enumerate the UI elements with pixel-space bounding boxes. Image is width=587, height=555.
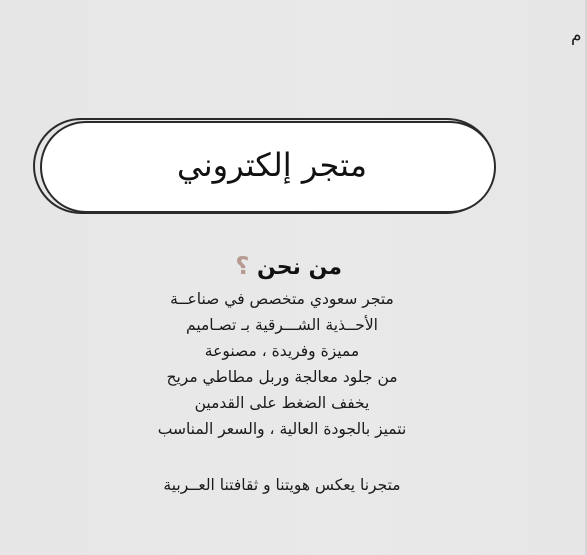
about-line: الأحــذية الشـــرقية بـ تصـاميم <box>186 316 378 334</box>
about-description <box>148 286 416 442</box>
about-line: من جلود معالجة وربل مطاطي مريح <box>166 368 398 386</box>
about-line: نتميز بالجودة العالية ، والسعر المناسب <box>157 420 407 438</box>
about-heading-text: من نحن <box>257 255 342 280</box>
about-line: يخفف الضغط على القدمين <box>194 394 370 412</box>
about-line: متجر سعودي متخصص في صناعــة <box>170 290 394 308</box>
about-line: مميزة وفريدة ، مصنوعة <box>204 342 360 360</box>
title-pill <box>40 121 496 213</box>
page-title: متجر إلكتروني <box>177 146 367 184</box>
question-mark-icon: ؟ <box>235 252 250 280</box>
corner-text-fragment: م <box>571 26 582 46</box>
closing-statement: متجرنا يعكس هويتنا و ثقافتنا العــربية <box>163 476 401 494</box>
about-heading <box>226 252 342 280</box>
